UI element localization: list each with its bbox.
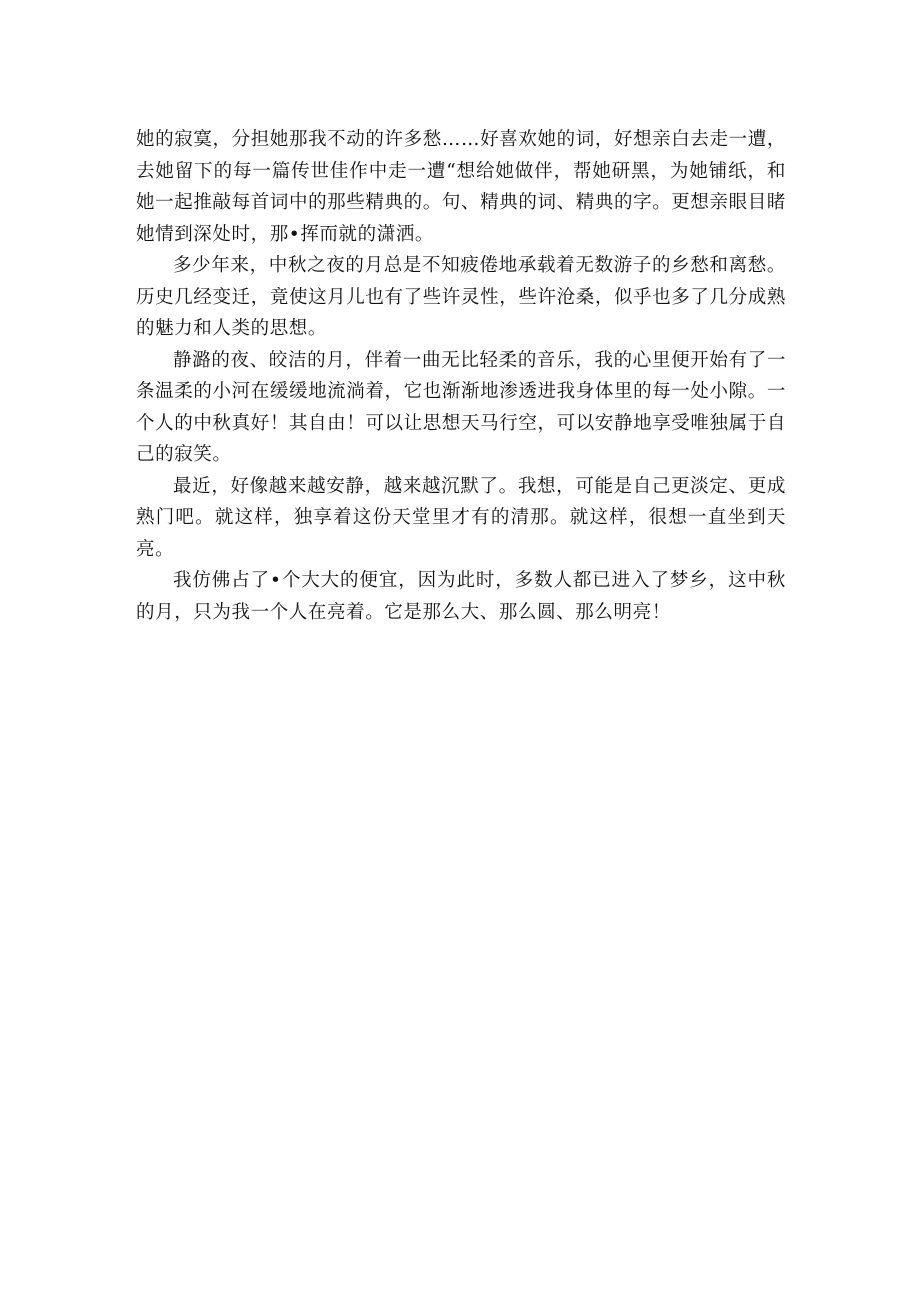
paragraph-1: 她的寂寞，分担她那我不动的许多愁……好喜欢她的词，好想亲白去走一遭，去她留下的每一篇传世佳作中走一遭“想给她做伴，帮她研黑，为她铺纸，和她一起推敲每首词中的那些精典的。句、精典的词、精典的字。更想亲眼目睹她情到深处时，那•挥而就的潇洒。 bbox=[136, 129, 786, 245]
paragraph-2: 多少年来，中秋之夜的月总是不知疲倦地承载着无数游子的乡愁和离愁。历史几经变迁，竟使这月儿也有了些许灵性，些许沧桑，似乎也多了几分成熟的魅力和人类的思想。 bbox=[136, 255, 786, 339]
paragraph-4: 最近，好像越来越安静，越来越沉默了。我想，可能是自己更淡定、更成熟门吧。就这样，独享着这份天堂里才有的清那。就这样，很想一直坐到天亮。 bbox=[136, 475, 786, 560]
document-body bbox=[136, 124, 786, 628]
paragraph-3: 静潞的夜、皎洁的月，伴着一曲无比轻柔的音乐，我的心里便开始有了一条温柔的小河在缓缓地流淌着，它也渐渐地渗透进我身体里的每一处小隙。一个人的中秋真好！其自由！可以让思想天马行空，可以安静地享受唯独属于自己的寂笑。 bbox=[136, 349, 786, 465]
paragraph-5: 我仿佛占了•个大大的便宜，因为此时，多数人都已进入了梦乡，这中秋的月，只为我一个人在亮着。它是那么大、那么圆、那么明亮！ bbox=[136, 570, 786, 623]
